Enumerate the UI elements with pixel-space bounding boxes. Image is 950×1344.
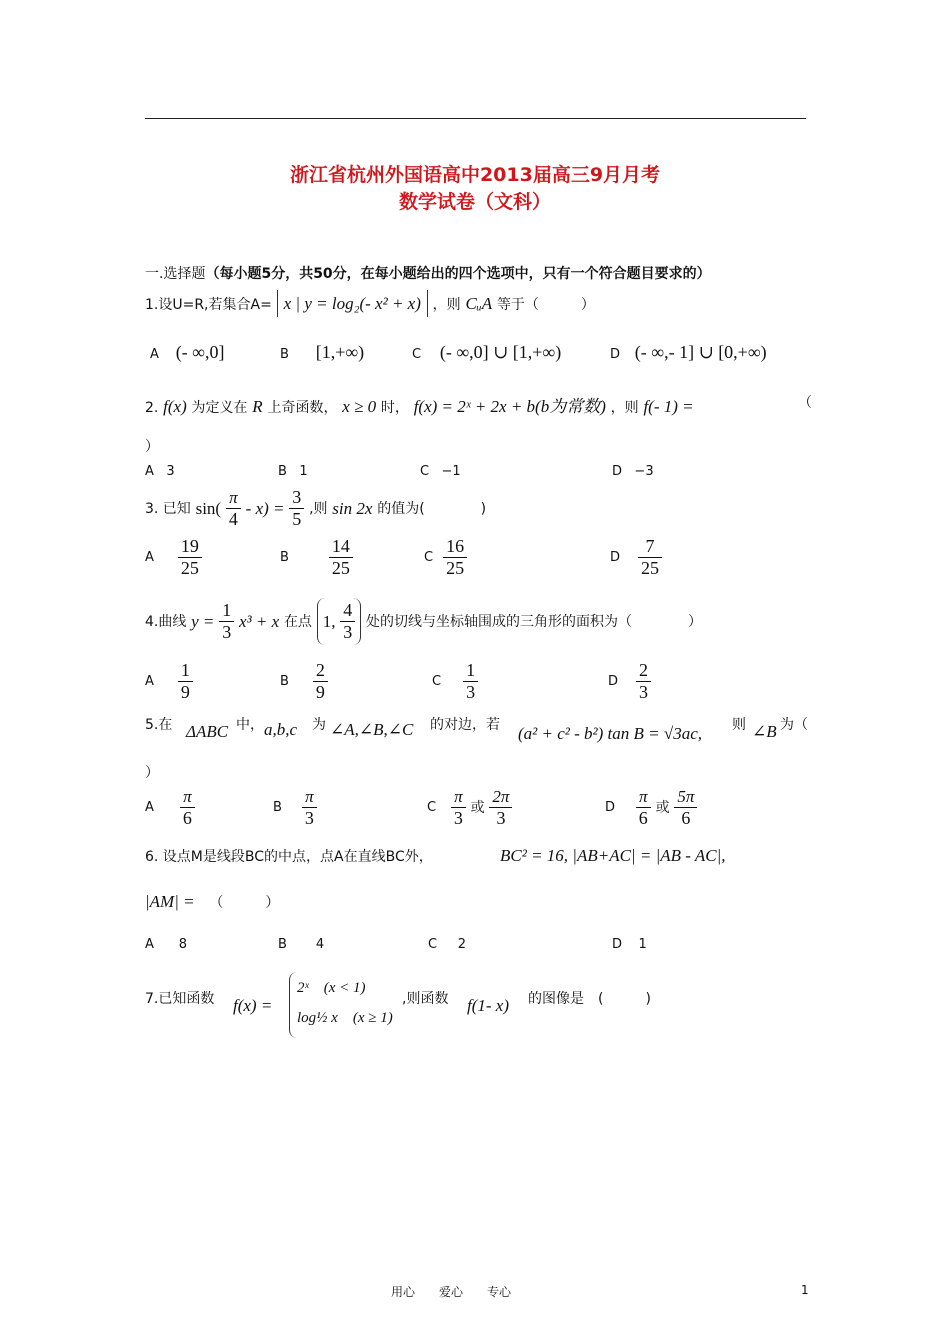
fraction-numerator: π: [636, 786, 651, 808]
option-letter: C: [432, 673, 442, 689]
fraction-numerator: 7: [638, 536, 662, 558]
q5-option-d[interactable]: [605, 786, 697, 829]
fraction-denominator: 4: [228, 509, 238, 529]
q4-option-a[interactable]: [145, 660, 193, 703]
q5-angle-b: ∠B: [752, 722, 777, 741]
q3-pi-over-4: [226, 487, 241, 530]
fraction-denominator: 3: [466, 682, 476, 702]
option-text: 8: [178, 937, 187, 952]
option-letter: D: [605, 799, 616, 815]
option-fraction: [451, 786, 466, 829]
q2-text3: 时，: [380, 400, 409, 416]
q5-zhong: 中，: [236, 717, 264, 733]
option-letter: A: [145, 673, 154, 689]
q7-mid: ,则函数: [402, 991, 449, 1007]
q3-expr-a: sin(: [195, 498, 222, 518]
q4-option-c[interactable]: [432, 660, 478, 703]
option-letter: C: [427, 799, 437, 815]
q5-close: ）: [145, 765, 159, 781]
q5-wei2: 为（: [780, 717, 808, 733]
option-text: −3: [634, 464, 654, 479]
option-or: 或: [655, 799, 670, 816]
q6-ask: |AM| =: [145, 892, 195, 911]
fraction-numerator: 1: [219, 600, 234, 622]
q5-triangle: ΔABC: [186, 722, 229, 741]
q6-paren: （ ）: [209, 895, 280, 911]
fraction-numerator: π: [226, 487, 241, 509]
q2-ask: f(- 1) =: [643, 397, 694, 416]
footer-motto: 用心 爱心 专心: [391, 1285, 512, 1299]
q1-option-d[interactable]: [610, 342, 767, 363]
q2-r: R: [252, 397, 263, 416]
q4-point-y: [340, 600, 355, 643]
option-letter: C: [428, 937, 438, 952]
page-number: 1: [801, 1283, 809, 1297]
q5-num: 5.: [145, 717, 159, 733]
option-fraction: [302, 786, 317, 829]
fraction-denominator: 25: [446, 558, 465, 578]
option-fraction: [463, 660, 478, 703]
option-letter: D: [608, 673, 619, 689]
fraction-numerator: 3: [289, 487, 304, 509]
question-4: [145, 598, 702, 645]
fraction-numerator: 1: [178, 660, 193, 682]
q3-lead: 3. 已知: [145, 500, 191, 517]
option-letter: C: [420, 464, 430, 479]
option-text: (- ∞,- 1] ∪ [0,+∞): [634, 342, 767, 362]
q2-option-a[interactable]: [145, 464, 175, 479]
q4-tail: 处的切线与坐标轴围成的三角形的面积为（ ）: [366, 613, 703, 630]
option-fraction-2: [489, 786, 512, 829]
option-letter: A: [150, 347, 159, 362]
fraction-numerator: 1: [463, 660, 478, 682]
option-fraction: [178, 660, 193, 703]
q3-then: ,则: [309, 500, 328, 517]
fraction-numerator: π: [451, 786, 466, 808]
q2-fx: f(x): [163, 397, 187, 416]
option-text: (- ∞,0] ∪ [1,+∞): [439, 342, 562, 362]
q2-condition: x ≥ 0: [342, 397, 377, 416]
q4-point-x: 1,: [322, 611, 336, 631]
q3-option-c[interactable]: [424, 536, 467, 579]
section-note: （每小题5分，共50分，在每小题给出的四个选项中，只有一个符合题目要求的）: [205, 266, 711, 282]
question-3: [145, 487, 486, 530]
q5-option-a[interactable]: [145, 786, 195, 829]
exam-subtitle: 数学试卷（文科）: [398, 191, 551, 213]
option-text: [1,+∞): [315, 342, 365, 362]
q1-option-b[interactable]: [280, 342, 364, 363]
q2-text4: ，则: [610, 400, 639, 416]
q5-angles: ∠A,∠B,∠C: [330, 720, 414, 739]
q6-option-c[interactable]: [428, 937, 466, 952]
q2-num: 2.: [145, 400, 159, 416]
fraction-denominator: 3: [222, 622, 232, 642]
q2-option-c[interactable]: [420, 464, 461, 479]
q7-case-1: 2ˣ (x < 1): [297, 980, 366, 996]
option-fraction: [178, 536, 202, 579]
option-letter: D: [610, 549, 621, 565]
q7-lead: 7.已知函数: [145, 991, 215, 1007]
fraction-denominator: 6: [638, 808, 648, 828]
option-text: 1: [638, 937, 647, 952]
q4-y: y =: [191, 611, 215, 631]
q5-option-b[interactable]: [273, 786, 317, 829]
q6-ask-line: [145, 892, 279, 912]
section-heading: [145, 263, 711, 283]
header-rule: [145, 118, 806, 119]
option-letter: A: [145, 799, 154, 815]
q1-option-c[interactable]: [412, 342, 561, 363]
q1-tail: 等于（ ）: [496, 297, 595, 313]
q1-then: ，则: [432, 297, 461, 313]
q1-lead: 1.设U=R,若集合A=: [145, 297, 272, 313]
option-letter: D: [612, 937, 623, 952]
option-fraction: [638, 536, 662, 579]
q4-one-third: [219, 600, 234, 643]
q2-text1: 为定义在: [191, 400, 248, 416]
fraction-numerator: π: [302, 786, 317, 808]
option-or: 或: [470, 799, 485, 816]
option-text: (- ∞,0]: [175, 342, 225, 362]
q2-paren-close: ）: [145, 439, 159, 455]
fraction-denominator: 3: [343, 622, 353, 642]
option-fraction: [636, 786, 651, 829]
q5-option-c[interactable]: [427, 786, 512, 829]
fraction-numerator: 16: [443, 536, 467, 558]
option-letter: B: [273, 799, 282, 815]
q4-lead: 4.曲线: [145, 613, 187, 630]
option-fraction: [313, 660, 328, 703]
q7-f1x: f(1- x): [467, 996, 510, 1015]
question-2: [145, 392, 694, 417]
fraction-denominator: 3: [639, 682, 649, 702]
fraction-numerator: 2: [636, 660, 651, 682]
q4-rest: x³ + x: [238, 611, 280, 631]
fraction-numerator: π: [180, 786, 195, 808]
q3-expr-b: - x) =: [245, 498, 285, 518]
fraction-numerator: 14: [329, 536, 353, 558]
q5-de: 的对边，若: [430, 717, 500, 733]
fraction-numerator: 2π: [489, 786, 512, 808]
q3-option-d[interactable]: [610, 536, 662, 579]
fraction-numerator: 2: [313, 660, 328, 682]
q4-option-b[interactable]: [280, 660, 328, 703]
option-letter: A: [145, 549, 154, 565]
fraction-numerator: 5π: [674, 786, 697, 808]
fraction-denominator: 5: [292, 509, 302, 529]
option-letter: A: [145, 464, 154, 479]
q2-option-d[interactable]: [612, 464, 654, 479]
q3-three-fifths: [289, 487, 304, 530]
fraction-denominator: 9: [180, 682, 190, 702]
q4-point: [317, 598, 362, 645]
option-letter: B: [280, 549, 289, 565]
option-text: −1: [441, 464, 461, 479]
option-letter: D: [610, 347, 621, 362]
q6-option-a[interactable]: [145, 937, 187, 952]
option-text: 1: [299, 464, 308, 479]
fraction-denominator: 3: [496, 808, 506, 828]
option-fraction: [636, 660, 651, 703]
fraction-numerator: 19: [178, 536, 202, 558]
option-letter: B: [278, 464, 287, 479]
option-text: 4: [315, 937, 325, 952]
q5-num-line: [145, 714, 172, 734]
q6-option-d[interactable]: [612, 937, 647, 952]
fraction-denominator: 3: [304, 808, 314, 828]
option-fraction: [443, 536, 467, 579]
option-letter: C: [412, 347, 422, 362]
option-text: 2: [457, 937, 467, 952]
q5-ze: 则: [732, 717, 746, 733]
fraction-denominator: 3: [453, 808, 463, 828]
q5-sides: a,b,c: [264, 720, 298, 739]
q1-set: x | y = log₂(- x² + x): [277, 290, 428, 317]
q4-mid: 在点: [283, 613, 312, 630]
q1-complement: CᵤA: [465, 294, 493, 313]
q6-option-b[interactable]: [278, 937, 324, 952]
q1-option-a[interactable]: [150, 342, 225, 363]
q6-lead: 6. 设点M是线段BC的中点，点A在直线BC外，: [145, 849, 433, 865]
option-letter: B: [280, 347, 289, 362]
section-label: 一.选择题: [145, 266, 206, 282]
q3-option-a[interactable]: [145, 536, 202, 579]
fraction-denominator: 6: [681, 808, 691, 828]
option-letter: A: [145, 937, 154, 952]
fraction-denominator: 6: [182, 808, 192, 828]
q7-case-2: log½ x (x ≥ 1): [297, 1010, 393, 1026]
option-letter: C: [424, 549, 434, 565]
q2-option-b[interactable]: [278, 464, 308, 479]
option-letter: B: [280, 673, 289, 689]
q7-tail: 的图像是 ( ): [528, 991, 651, 1007]
option-letter: D: [612, 464, 623, 479]
exam-title: 浙江省杭州外国语高中2013届高三9月月考: [289, 164, 661, 186]
q4-option-d[interactable]: [608, 660, 651, 703]
q2-text2: 上奇函数，: [267, 400, 338, 416]
q3-expr-c: sin 2x: [332, 498, 373, 518]
q3-tail: 的值为( ): [377, 500, 487, 517]
fraction-denominator: 25: [641, 558, 660, 578]
option-fraction: [329, 536, 353, 579]
q2-paren-open: （: [798, 395, 812, 411]
q2-formula: f(x) = 2ˣ + 2x + b(b为常数): [413, 397, 606, 416]
q7-fx: f(x) =: [233, 996, 273, 1015]
q5-zai: 在: [158, 717, 173, 733]
option-fraction: [180, 786, 195, 829]
option-fraction-2: [674, 786, 697, 829]
option-letter: B: [278, 937, 287, 952]
q6-equation: BC² = 16, |AB+AC| = |AB - AC|,: [500, 846, 726, 865]
fraction-denominator: 25: [180, 558, 199, 578]
fraction-numerator: 4: [340, 600, 355, 622]
question-1: [145, 294, 595, 314]
fraction-denominator: 25: [331, 558, 350, 578]
option-text: 3: [166, 464, 175, 479]
fraction-denominator: 9: [315, 682, 325, 702]
q3-option-b[interactable]: [280, 536, 353, 579]
q5-equation: (a² + c² - b²) tan B = √3ac,: [518, 724, 702, 743]
q5-wei: 为: [312, 717, 326, 733]
